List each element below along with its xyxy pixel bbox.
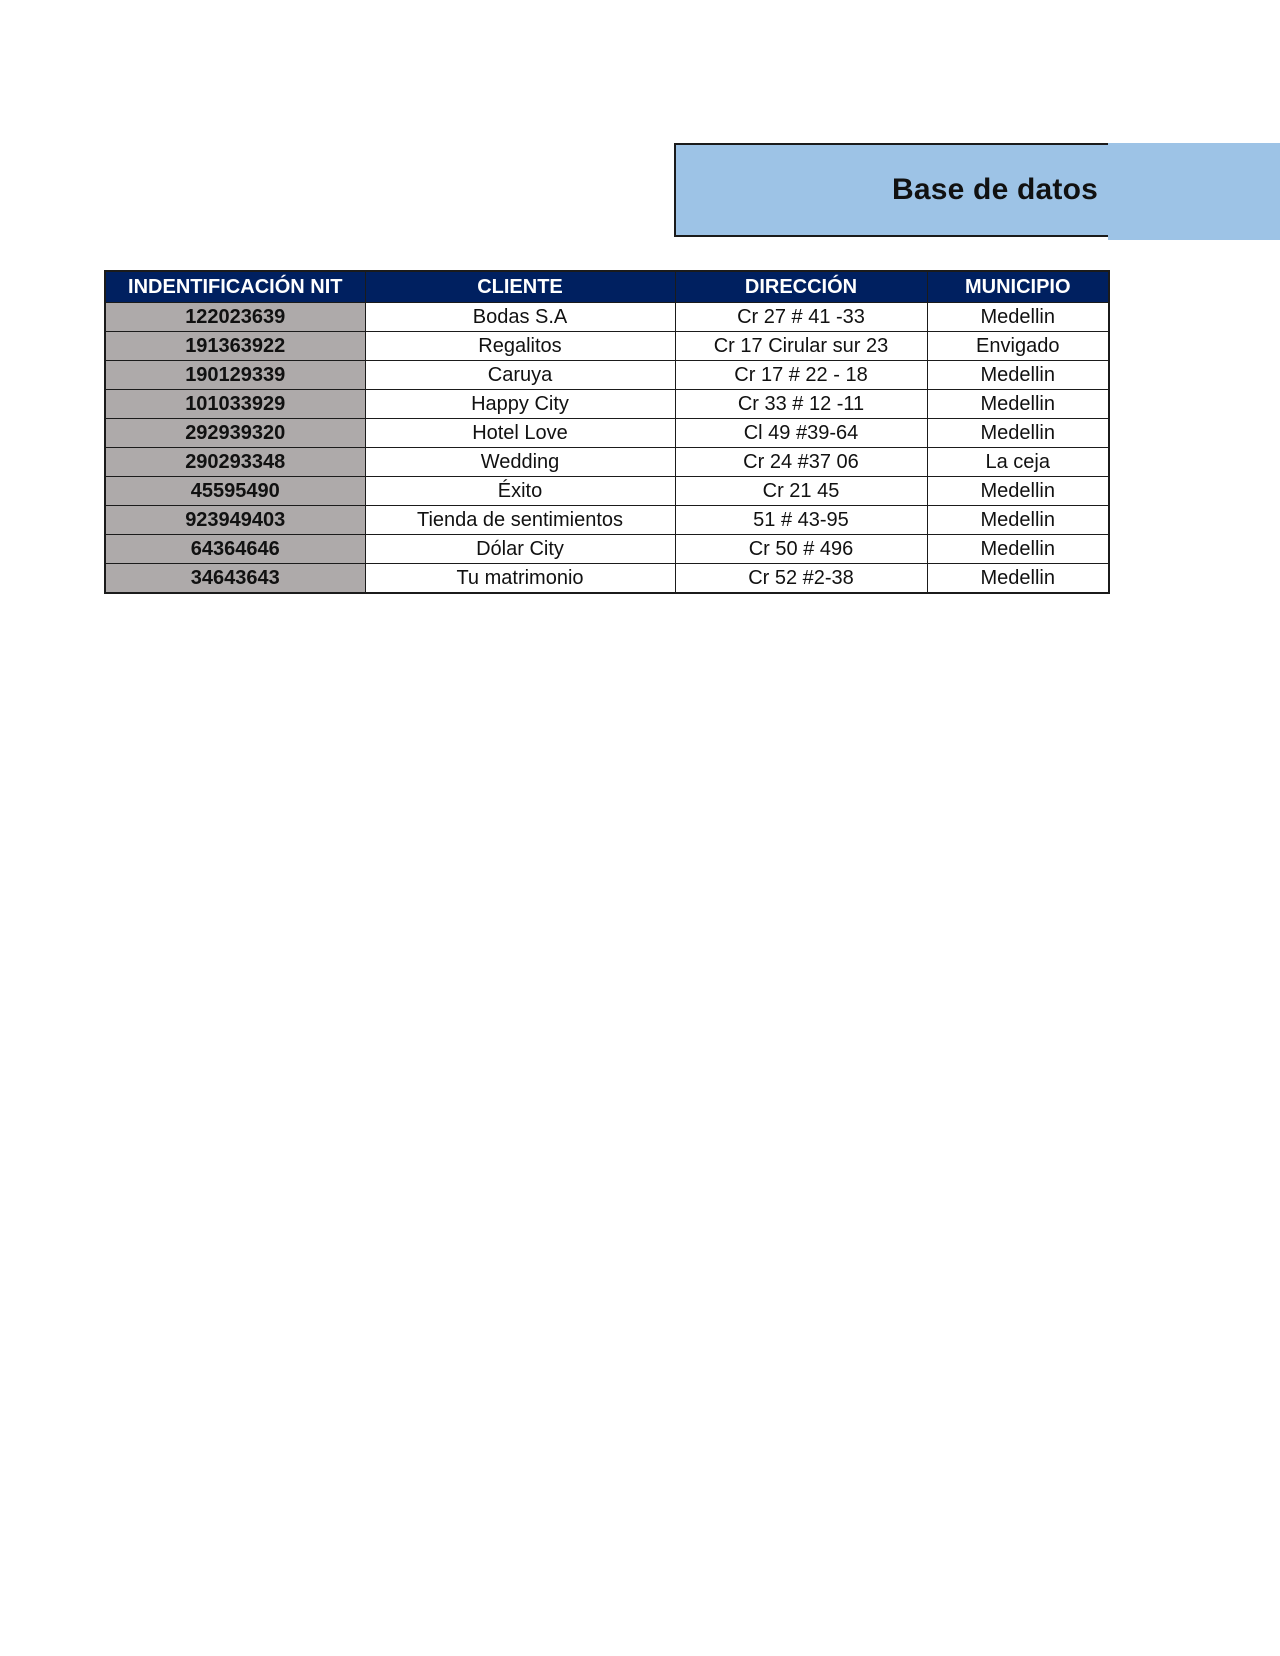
cell-direccion[interactable]: Cr 24 #37 06 bbox=[675, 448, 927, 477]
cell-municipio[interactable]: Medellin bbox=[927, 535, 1109, 564]
cell-nit[interactable]: 292939320 bbox=[105, 419, 365, 448]
cell-municipio[interactable]: Medellin bbox=[927, 419, 1109, 448]
cell-nit[interactable]: 191363922 bbox=[105, 332, 365, 361]
cell-nit[interactable]: 64364646 bbox=[105, 535, 365, 564]
cell-direccion[interactable]: Cr 50 # 496 bbox=[675, 535, 927, 564]
table-row bbox=[105, 361, 1109, 390]
cell-direccion[interactable]: Cr 21 45 bbox=[675, 477, 927, 506]
cell-cliente[interactable]: Bodas S.A bbox=[365, 303, 675, 332]
cell-cliente[interactable]: Éxito bbox=[365, 477, 675, 506]
table-row bbox=[105, 535, 1109, 564]
cell-municipio[interactable]: Medellin bbox=[927, 361, 1109, 390]
cell-cliente[interactable]: Hotel Love bbox=[365, 419, 675, 448]
header-nit[interactable]: INDENTIFICACIÓN NIT bbox=[105, 271, 365, 303]
table-row bbox=[105, 390, 1109, 419]
table-header-row bbox=[105, 271, 1109, 303]
table-row bbox=[105, 332, 1109, 361]
table-row bbox=[105, 477, 1109, 506]
cell-direccion[interactable]: Cr 33 # 12 -11 bbox=[675, 390, 927, 419]
cell-cliente[interactable]: Wedding bbox=[365, 448, 675, 477]
cell-nit[interactable]: 45595490 bbox=[105, 477, 365, 506]
table-row bbox=[105, 506, 1109, 535]
cell-municipio[interactable]: Medellin bbox=[927, 390, 1109, 419]
cell-municipio[interactable]: La ceja bbox=[927, 448, 1109, 477]
cell-municipio[interactable]: Medellin bbox=[927, 303, 1109, 332]
header-cliente[interactable]: CLIENTE bbox=[365, 271, 675, 303]
cell-nit[interactable]: 122023639 bbox=[105, 303, 365, 332]
page-title: Base de datos bbox=[891, 173, 1098, 206]
cell-direccion[interactable]: Cr 17 Cirular sur 23 bbox=[675, 332, 927, 361]
cell-municipio[interactable]: Medellin bbox=[927, 477, 1109, 506]
table-row bbox=[105, 448, 1109, 477]
cell-nit[interactable]: 101033929 bbox=[105, 390, 365, 419]
cell-nit[interactable]: 290293348 bbox=[105, 448, 365, 477]
cell-nit[interactable]: 190129339 bbox=[105, 361, 365, 390]
cell-direccion[interactable]: Cr 52 #2-38 bbox=[675, 564, 927, 594]
cell-direccion[interactable]: Cl 49 #39-64 bbox=[675, 419, 927, 448]
title-banner bbox=[674, 143, 1108, 237]
header-direccion[interactable]: DIRECCIÓN bbox=[675, 271, 927, 303]
cell-municipio[interactable]: Medellin bbox=[927, 506, 1109, 535]
cell-nit[interactable]: 34643643 bbox=[105, 564, 365, 594]
cell-nit[interactable]: 923949403 bbox=[105, 506, 365, 535]
cell-cliente[interactable]: Happy City bbox=[365, 390, 675, 419]
cell-direccion[interactable]: Cr 27 # 41 -33 bbox=[675, 303, 927, 332]
cell-cliente[interactable]: Caruya bbox=[365, 361, 675, 390]
title-banner-extension bbox=[1108, 143, 1280, 240]
cell-municipio[interactable]: Envigado bbox=[927, 332, 1109, 361]
cell-direccion[interactable]: Cr 17 # 22 - 18 bbox=[675, 361, 927, 390]
cell-cliente[interactable]: Regalitos bbox=[365, 332, 675, 361]
table-row bbox=[105, 564, 1109, 594]
cell-direccion[interactable]: 51 # 43-95 bbox=[675, 506, 927, 535]
table-row bbox=[105, 303, 1109, 332]
cell-cliente[interactable]: Tienda de sentimientos bbox=[365, 506, 675, 535]
clients-table bbox=[104, 270, 1110, 594]
cell-cliente[interactable]: Tu matrimonio bbox=[365, 564, 675, 594]
cell-municipio[interactable]: Medellin bbox=[927, 564, 1109, 594]
header-municipio[interactable]: MUNICIPIO bbox=[927, 271, 1109, 303]
table-row bbox=[105, 419, 1109, 448]
cell-cliente[interactable]: Dólar City bbox=[365, 535, 675, 564]
